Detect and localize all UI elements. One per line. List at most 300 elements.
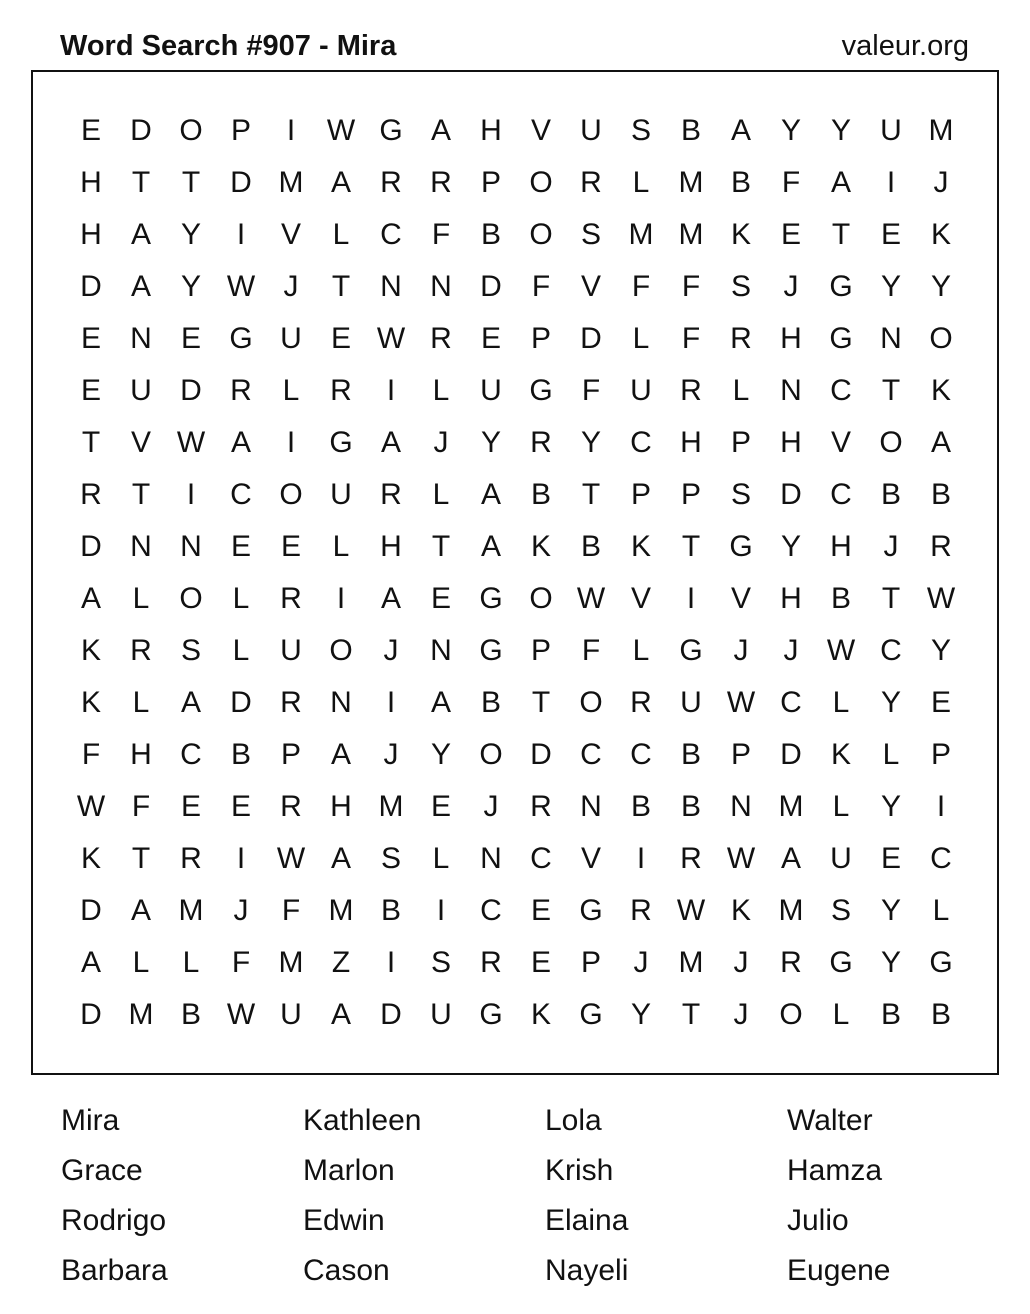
grid-cell: W: [376, 322, 406, 355]
grid-cell: T: [131, 478, 151, 511]
grid-cell: I: [686, 582, 696, 615]
grid-cell: P: [530, 634, 551, 667]
grid-cell: D: [380, 998, 402, 1031]
grid-cell: P: [730, 426, 751, 459]
grid-cell: N: [480, 842, 502, 875]
grid-cell: R: [580, 166, 602, 199]
grid-cell: C: [930, 842, 952, 875]
grid-cell: F: [531, 270, 551, 303]
grid-cell: R: [680, 374, 702, 407]
grid-cell: G: [229, 322, 253, 355]
grid-cell: N: [730, 790, 752, 823]
grid-cell: B: [880, 998, 901, 1031]
grid-cell: Y: [880, 894, 901, 927]
grid-cell: M: [278, 946, 304, 979]
grid-cell: H: [130, 738, 152, 771]
grid-cell: B: [730, 166, 751, 199]
word-list-item: Julio: [787, 1204, 849, 1237]
grid-cell: D: [130, 114, 152, 147]
grid-cell: O: [929, 322, 953, 355]
grid-cell: W: [726, 686, 756, 719]
grid-cell: T: [531, 686, 551, 719]
grid-cell: O: [529, 218, 553, 251]
grid-cell: G: [479, 634, 503, 667]
grid-cell: Y: [780, 530, 801, 563]
grid-cell: C: [830, 374, 852, 407]
grid-cell: B: [580, 530, 601, 563]
grid-cell: L: [332, 218, 350, 251]
grid-cell: R: [380, 166, 402, 199]
grid-cell: P: [630, 478, 651, 511]
grid-cell: D: [580, 322, 602, 355]
word-list-item: Lola: [545, 1104, 602, 1137]
grid-cell: T: [881, 374, 901, 407]
grid-cell: C: [180, 738, 202, 771]
grid-cell: R: [330, 374, 352, 407]
grid-cell: E: [530, 894, 551, 927]
grid-cell: R: [430, 166, 452, 199]
grid-cell: W: [926, 582, 956, 615]
grid-cell: L: [632, 634, 650, 667]
grid-cell: A: [430, 114, 451, 147]
grid-cell: A: [330, 842, 351, 875]
grid-cell: L: [832, 998, 850, 1031]
grid-cell: I: [286, 114, 296, 147]
grid-cell: H: [480, 114, 502, 147]
grid-cell: E: [80, 114, 101, 147]
grid-cell: N: [130, 322, 152, 355]
grid-cell: N: [430, 270, 452, 303]
grid-cell: P: [680, 478, 701, 511]
grid-cell: M: [778, 790, 804, 823]
grid-cell: D: [80, 894, 102, 927]
grid-cell: J: [433, 426, 449, 459]
grid-cell: H: [780, 582, 802, 615]
grid-cell: L: [132, 946, 150, 979]
grid-cell: C: [630, 426, 652, 459]
grid-cell: H: [80, 218, 102, 251]
grid-cell: P: [480, 166, 501, 199]
grid-cell: Y: [630, 998, 651, 1031]
grid-cell: L: [632, 166, 650, 199]
grid-cell: K: [730, 894, 751, 927]
grid-cell: C: [380, 218, 402, 251]
grid-cell: I: [386, 374, 396, 407]
grid-cell: N: [130, 530, 152, 563]
grid-cell: K: [630, 530, 651, 563]
grid-cell: A: [930, 426, 951, 459]
grid-cell: J: [783, 634, 799, 667]
grid-cell: F: [281, 894, 301, 927]
grid-cell: V: [630, 582, 651, 615]
word-list-item: Barbara: [61, 1254, 168, 1287]
grid-cell: I: [886, 166, 896, 199]
grid-cell: W: [676, 894, 706, 927]
grid-cell: E: [480, 322, 501, 355]
grid-cell: T: [181, 166, 201, 199]
grid-cell: R: [80, 478, 102, 511]
grid-cell: U: [680, 686, 702, 719]
grid-cell: D: [780, 738, 802, 771]
grid-cell: B: [930, 998, 951, 1031]
grid-cell: D: [80, 998, 102, 1031]
grid-cell: E: [180, 322, 201, 355]
grid-cell: O: [529, 582, 553, 615]
grid-cell: R: [380, 478, 402, 511]
grid-cell: G: [479, 998, 503, 1031]
grid-cell: O: [329, 634, 353, 667]
grid-cell: N: [180, 530, 202, 563]
grid-cell: E: [530, 946, 551, 979]
grid-cell: U: [130, 374, 152, 407]
grid-cell: M: [778, 894, 804, 927]
grid-cell: F: [581, 374, 601, 407]
grid-cell: Y: [880, 686, 901, 719]
grid-cell: A: [380, 426, 401, 459]
grid-cell: W: [226, 270, 256, 303]
grid-cell: U: [480, 374, 502, 407]
grid-cell: L: [732, 374, 750, 407]
grid-cell: Y: [880, 946, 901, 979]
grid-cell: K: [530, 530, 551, 563]
word-list-item: Edwin: [303, 1204, 385, 1237]
grid-cell: D: [180, 374, 202, 407]
grid-cell: E: [880, 842, 901, 875]
grid-cell: A: [780, 842, 801, 875]
grid-cell: T: [581, 478, 601, 511]
grid-cell: M: [928, 114, 954, 147]
grid-cell: W: [326, 114, 356, 147]
grid-cell: Y: [580, 426, 601, 459]
grid-cell: H: [680, 426, 702, 459]
grid-cell: A: [330, 166, 351, 199]
grid-cell: R: [280, 582, 302, 615]
grid-cell: I: [436, 894, 446, 927]
grid-cell: B: [630, 790, 651, 823]
grid-cell: L: [432, 374, 450, 407]
site-url: valeur.org: [841, 30, 969, 62]
grid-cell: N: [880, 322, 902, 355]
grid-cell: I: [336, 582, 346, 615]
grid-cell: F: [81, 738, 101, 771]
grid-cell: A: [130, 218, 151, 251]
grid-cell: R: [780, 946, 802, 979]
grid-cell: Y: [880, 790, 901, 823]
grid-cell: E: [230, 530, 251, 563]
grid-cell: G: [479, 582, 503, 615]
grid-cell: A: [330, 738, 351, 771]
word-list-item: Mira: [61, 1104, 120, 1137]
grid-cell: H: [330, 790, 352, 823]
grid-cell: N: [580, 790, 602, 823]
grid-cell: P: [530, 322, 551, 355]
grid-cell: O: [179, 114, 203, 147]
grid-cell: E: [80, 374, 101, 407]
grid-cell: B: [830, 582, 851, 615]
grid-cell: K: [730, 218, 751, 251]
grid-cell: B: [180, 998, 201, 1031]
grid-cell: L: [932, 894, 950, 927]
grid-cell: Y: [830, 114, 851, 147]
grid-cell: F: [681, 270, 701, 303]
word-list-item: Rodrigo: [61, 1204, 167, 1237]
grid-cell: C: [830, 478, 852, 511]
letter-grid: [66, 105, 966, 1041]
grid-cell: R: [530, 426, 552, 459]
word-list-item: Cason: [303, 1254, 390, 1287]
grid-cell: T: [681, 530, 701, 563]
word-list-item: Marlon: [303, 1154, 395, 1187]
grid-cell: L: [632, 322, 650, 355]
grid-cell: J: [383, 738, 399, 771]
grid-cell: M: [678, 946, 704, 979]
word-list-item: Krish: [545, 1154, 614, 1187]
word-list: [61, 1096, 1029, 1296]
grid-cell: I: [636, 842, 646, 875]
grid-cell: V: [730, 582, 751, 615]
grid-cell: A: [130, 894, 151, 927]
grid-cell: A: [730, 114, 751, 147]
grid-cell: T: [131, 166, 151, 199]
word-list-item: Nayeli: [545, 1254, 629, 1287]
grid-cell: M: [278, 166, 304, 199]
grid-cell: U: [280, 634, 302, 667]
grid-cell: W: [176, 426, 206, 459]
grid-cell: J: [933, 166, 949, 199]
grid-cell: A: [330, 998, 351, 1031]
grid-cell: L: [282, 374, 300, 407]
grid-cell: W: [826, 634, 856, 667]
grid-cell: D: [230, 686, 252, 719]
grid-cell: F: [431, 218, 451, 251]
grid-cell: H: [830, 530, 852, 563]
grid-cell: I: [386, 686, 396, 719]
grid-cell: M: [678, 218, 704, 251]
grid-cell: V: [580, 842, 601, 875]
grid-cell: M: [678, 166, 704, 199]
grid-cell: G: [579, 998, 603, 1031]
grid-cell: T: [881, 582, 901, 615]
grid-cell: M: [378, 790, 404, 823]
grid-cell: P: [930, 738, 951, 771]
grid-cell: F: [581, 634, 601, 667]
grid-cell: H: [780, 322, 802, 355]
grid-cell: U: [630, 374, 652, 407]
grid-cell: Y: [430, 738, 451, 771]
grid-cell: L: [832, 790, 850, 823]
grid-cell: G: [829, 270, 853, 303]
grid-cell: L: [232, 582, 250, 615]
grid-cell: N: [380, 270, 402, 303]
grid-cell: V: [530, 114, 551, 147]
puzzle-board: [31, 70, 999, 1075]
grid-cell: W: [76, 790, 106, 823]
grid-cell: A: [130, 270, 151, 303]
grid-cell: S: [630, 114, 651, 147]
grid-cell: Y: [880, 270, 901, 303]
grid-cell: K: [80, 634, 101, 667]
grid-cell: T: [681, 998, 701, 1031]
grid-cell: E: [780, 218, 801, 251]
word-list-item: Kathleen: [303, 1104, 422, 1137]
grid-cell: T: [831, 218, 851, 251]
grid-cell: Y: [480, 426, 501, 459]
grid-cell: B: [880, 478, 901, 511]
grid-cell: J: [233, 894, 249, 927]
grid-cell: H: [80, 166, 102, 199]
grid-cell: F: [781, 166, 801, 199]
grid-cell: J: [783, 270, 799, 303]
grid-cell: P: [580, 946, 601, 979]
grid-cell: E: [330, 322, 351, 355]
grid-cell: F: [131, 790, 151, 823]
grid-cell: F: [231, 946, 251, 979]
grid-cell: G: [379, 114, 403, 147]
grid-cell: U: [280, 998, 302, 1031]
grid-cell: O: [879, 426, 903, 459]
grid-cell: A: [830, 166, 851, 199]
grid-cell: T: [131, 842, 151, 875]
grid-cell: O: [579, 686, 603, 719]
grid-cell: U: [330, 478, 352, 511]
grid-cell: D: [80, 270, 102, 303]
grid-cell: T: [331, 270, 351, 303]
grid-cell: J: [633, 946, 649, 979]
grid-cell: M: [178, 894, 204, 927]
grid-cell: G: [579, 894, 603, 927]
grid-cell: H: [780, 426, 802, 459]
grid-cell: C: [630, 738, 652, 771]
grid-cell: B: [930, 478, 951, 511]
grid-cell: L: [182, 946, 200, 979]
grid-cell: G: [729, 530, 753, 563]
grid-cell: P: [730, 738, 751, 771]
grid-cell: U: [880, 114, 902, 147]
grid-cell: K: [80, 842, 101, 875]
grid-cell: J: [733, 946, 749, 979]
grid-cell: G: [929, 946, 953, 979]
grid-cell: E: [930, 686, 951, 719]
grid-cell: J: [883, 530, 899, 563]
grid-cell: R: [230, 374, 252, 407]
grid-cell: D: [780, 478, 802, 511]
grid-cell: B: [480, 218, 501, 251]
grid-cell: K: [80, 686, 101, 719]
grid-cell: O: [279, 478, 303, 511]
grid-cell: Z: [331, 946, 351, 979]
grid-cell: R: [180, 842, 202, 875]
grid-cell: Y: [930, 270, 951, 303]
grid-cell: U: [830, 842, 852, 875]
grid-cell: U: [280, 322, 302, 355]
grid-cell: A: [80, 582, 101, 615]
grid-cell: R: [430, 322, 452, 355]
grid-cell: K: [830, 738, 851, 771]
grid-cell: R: [680, 842, 702, 875]
grid-cell: C: [780, 686, 802, 719]
grid-cell: D: [230, 166, 252, 199]
grid-cell: D: [530, 738, 552, 771]
grid-cell: C: [530, 842, 552, 875]
grid-cell: W: [726, 842, 756, 875]
grid-cell: S: [180, 634, 201, 667]
grid-cell: Y: [180, 218, 201, 251]
grid-cell: E: [430, 582, 451, 615]
grid-cell: J: [283, 270, 299, 303]
grid-cell: L: [232, 634, 250, 667]
grid-cell: G: [829, 946, 853, 979]
page-title: Word Search #907 - Mira: [60, 30, 397, 62]
grid-cell: T: [431, 530, 451, 563]
grid-cell: V: [280, 218, 301, 251]
grid-cell: E: [180, 790, 201, 823]
grid-cell: C: [880, 634, 902, 667]
grid-cell: L: [432, 842, 450, 875]
grid-cell: B: [680, 114, 701, 147]
grid-cell: I: [386, 946, 396, 979]
grid-cell: E: [230, 790, 251, 823]
grid-cell: J: [483, 790, 499, 823]
grid-cell: A: [380, 582, 401, 615]
grid-cell: R: [730, 322, 752, 355]
grid-cell: A: [430, 686, 451, 719]
grid-cell: A: [80, 946, 101, 979]
grid-cell: R: [930, 530, 952, 563]
grid-cell: G: [529, 374, 553, 407]
grid-cell: W: [576, 582, 606, 615]
grid-cell: T: [81, 426, 101, 459]
grid-cell: C: [480, 894, 502, 927]
grid-cell: J: [733, 634, 749, 667]
grid-cell: I: [936, 790, 946, 823]
grid-cell: N: [430, 634, 452, 667]
grid-cell: S: [830, 894, 851, 927]
grid-cell: M: [628, 218, 654, 251]
grid-cell: E: [80, 322, 101, 355]
grid-cell: C: [230, 478, 252, 511]
grid-cell: I: [236, 842, 246, 875]
grid-cell: S: [380, 842, 401, 875]
grid-cell: D: [480, 270, 502, 303]
grid-cell: M: [128, 998, 154, 1031]
grid-cell: U: [580, 114, 602, 147]
grid-cell: G: [829, 322, 853, 355]
grid-cell: P: [280, 738, 301, 771]
grid-cell: G: [679, 634, 703, 667]
grid-cell: O: [529, 166, 553, 199]
grid-cell: R: [530, 790, 552, 823]
grid-cell: R: [630, 686, 652, 719]
grid-cell: B: [230, 738, 251, 771]
word-list-item: Grace: [61, 1154, 143, 1187]
grid-cell: V: [830, 426, 851, 459]
grid-cell: W: [226, 998, 256, 1031]
grid-cell: R: [280, 790, 302, 823]
grid-cell: D: [80, 530, 102, 563]
grid-cell: B: [380, 894, 401, 927]
grid-cell: S: [430, 946, 451, 979]
grid-cell: E: [280, 530, 301, 563]
grid-cell: M: [328, 894, 354, 927]
grid-cell: O: [179, 582, 203, 615]
grid-cell: L: [832, 686, 850, 719]
grid-cell: A: [480, 530, 501, 563]
grid-cell: A: [230, 426, 251, 459]
grid-cell: E: [880, 218, 901, 251]
word-list-item: Walter: [787, 1104, 873, 1137]
grid-cell: O: [779, 998, 803, 1031]
grid-cell: F: [631, 270, 651, 303]
